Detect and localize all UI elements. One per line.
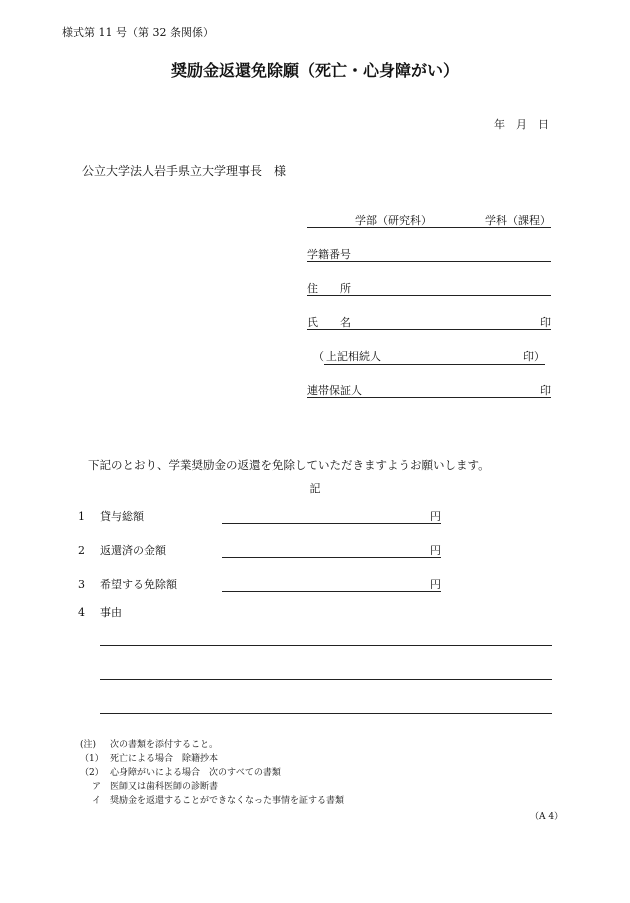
guarantor-seal: 印 [540, 384, 551, 397]
page-title: 奨励金返還免除願（死亡・心身障がい） [170, 61, 459, 80]
faculty-label: 学部（研究科） [355, 214, 432, 227]
item-exemption-amount [78, 576, 177, 592]
addressee: 公立大学法人岩手県立大学理事長 様 [82, 164, 287, 178]
note-2-mark: （2） [80, 768, 104, 778]
notes-intro: 次の書類を添付すること。 [110, 740, 219, 750]
yen-unit: 円 [430, 578, 441, 591]
name-field[interactable] [307, 314, 551, 330]
paper-size: （A 4） [530, 812, 564, 822]
note-2-text: 心身障がいによる場合 次のすべての書類 [110, 768, 281, 778]
item-label: 貸与総額 [100, 510, 144, 523]
student-id-label: 学籍番号 [307, 248, 351, 261]
item-number: 4 [78, 606, 85, 619]
heir-seal: 印） [523, 350, 545, 363]
exemption-amount-field[interactable] [222, 576, 441, 592]
student-id-field[interactable] [307, 246, 551, 262]
repaid-amount-field[interactable] [222, 542, 441, 558]
yen-unit: 円 [430, 544, 441, 557]
faculty-field[interactable] [307, 212, 551, 228]
department-label: 学科（課程） [485, 214, 551, 227]
name-label: 氏 名 [307, 316, 351, 329]
item-label: 返還済の金額 [100, 544, 166, 557]
item-number: 1 [78, 510, 85, 523]
heir-open-paren: （ [313, 350, 324, 363]
item-total-loan [78, 508, 144, 524]
reason-line[interactable] [100, 645, 552, 646]
notes-head: (注) [80, 740, 97, 750]
address-label: 住 所 [307, 282, 351, 295]
item-label: 事由 [100, 606, 122, 619]
note-1-text: 死亡による場合 除籍抄本 [110, 754, 219, 764]
guarantor-field[interactable] [307, 382, 551, 398]
ki-heading: 記 [309, 482, 321, 495]
form-number: 様式第 11 号（第 32 条関係） [62, 26, 214, 39]
yen-unit: 円 [430, 510, 441, 523]
item-number: 3 [78, 578, 85, 591]
item-reason [78, 604, 122, 620]
item-label: 希望する免除額 [100, 578, 177, 591]
note-1-mark: （1） [80, 754, 104, 764]
total-loan-amount-field[interactable] [222, 508, 441, 524]
reason-line[interactable] [100, 713, 552, 714]
note-i-mark: イ [92, 796, 102, 806]
address-field[interactable] [307, 280, 551, 296]
note-i-text: 奨励金を返還することができなくなった事情を証する書類 [110, 796, 345, 806]
heir-label: 上記相続人 [326, 350, 381, 363]
note-a-mark: ア [92, 782, 102, 792]
reason-line[interactable] [100, 679, 552, 680]
item-number: 2 [78, 544, 85, 557]
guarantor-label: 連帯保証人 [307, 384, 362, 397]
heir-field[interactable] [313, 348, 545, 365]
name-seal: 印 [540, 316, 551, 329]
item-repaid-amount [78, 542, 166, 558]
note-a-text: 医師又は歯科医師の診断書 [110, 782, 219, 792]
date-label: 年 月 日 [494, 118, 549, 131]
notes [80, 738, 344, 808]
request-text: 下記のとおり、学業奨励金の返還を免除していただきますようお願いします。 [88, 458, 490, 472]
